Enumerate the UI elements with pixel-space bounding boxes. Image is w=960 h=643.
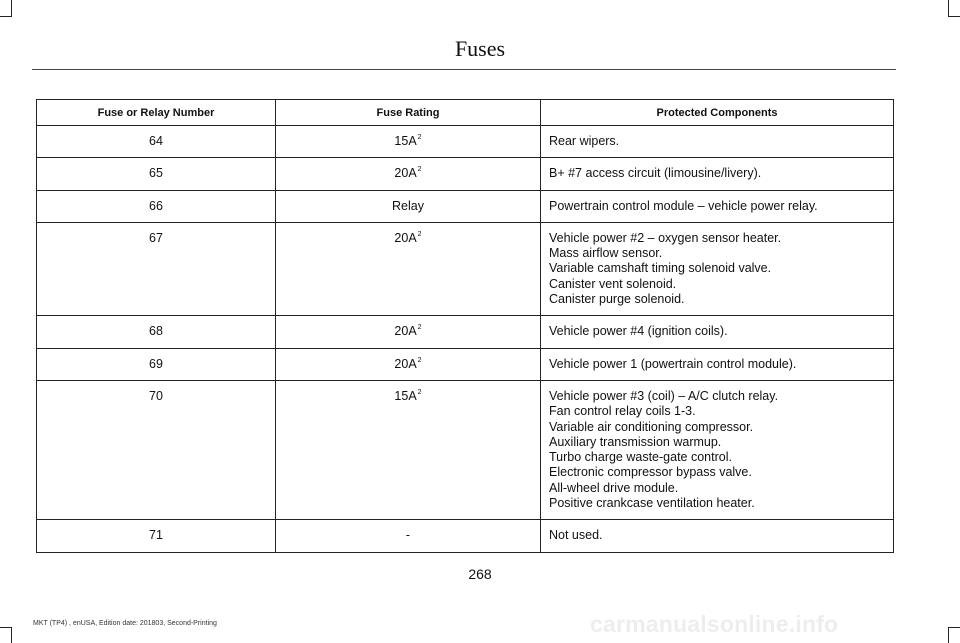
edition-footer: MKT (TP4) , enUSA, Edition date: 201803, Second-Printing — [33, 620, 217, 627]
fuse-number: 65 — [37, 158, 276, 190]
column-header-components: Protected Components — [541, 100, 894, 126]
fuse-rating: 20A — [394, 356, 417, 371]
crop-mark — [948, 627, 960, 628]
component-line: Rear wipers. — [549, 134, 620, 148]
component-line: Positive crankcase ventilation heater. — [549, 496, 755, 511]
table-row — [37, 348, 894, 380]
component-line: Mass airflow sensor. — [549, 246, 663, 261]
component-line: Vehicle power #3 (coil) – A/C clutch relay. — [549, 388, 779, 403]
fuse-rating-cell — [276, 348, 541, 380]
crop-mark — [11, 627, 12, 643]
protected-components — [541, 316, 894, 348]
fuse-rating: 20A — [394, 166, 417, 181]
fuse-rating-cell — [276, 520, 541, 552]
column-header-number: Fuse or Relay Number — [37, 100, 276, 126]
table-row — [37, 520, 894, 552]
component-line: All-wheel drive module. — [549, 480, 679, 495]
fuse-rating: 20A — [394, 230, 417, 245]
footnote-marker: 2 — [417, 388, 422, 396]
fuse-number: 71 — [37, 520, 276, 552]
crop-mark — [11, 0, 12, 16]
fuse-rating-cell — [276, 222, 541, 315]
crop-mark — [948, 16, 960, 17]
table-row — [37, 126, 894, 158]
fuse-number: 67 — [37, 222, 276, 315]
fuse-rating: 15A — [394, 388, 417, 403]
component-line: Canister vent solenoid. — [549, 276, 677, 291]
component-line: Powertrain control module – vehicle power relay. — [549, 198, 818, 213]
fuse-rating-cell — [276, 158, 541, 190]
table-row — [37, 158, 894, 190]
fuse-rating-cell — [276, 190, 541, 222]
component-line: Vehicle power 1 (powertrain control module). — [549, 356, 797, 371]
fuse-number: 68 — [37, 316, 276, 348]
fuse-rating: 20A — [394, 324, 417, 339]
fuse-rating-cell — [276, 316, 541, 348]
watermark: carmanualsonline.info — [590, 611, 839, 637]
table-header-row — [37, 100, 894, 126]
component-line: Auxiliary transmission warmup. — [549, 434, 722, 449]
crop-mark — [948, 0, 949, 16]
protected-components — [541, 222, 894, 315]
crop-mark — [0, 627, 12, 628]
component-line: Turbo charge waste-gate control. — [549, 450, 732, 465]
footnote-marker: 2 — [417, 134, 422, 141]
fuse-rating-cell — [276, 380, 541, 519]
table-row — [37, 316, 894, 348]
protected-components — [541, 520, 894, 552]
footnote-marker: 2 — [417, 166, 422, 174]
component-line: Fan control relay coils 1-3. — [549, 404, 696, 419]
component-line: Not used. — [549, 528, 603, 543]
protected-components — [541, 380, 894, 519]
fuse-table-body — [37, 126, 894, 553]
footnote-marker: 2 — [417, 356, 422, 364]
component-line: B+ #7 access circuit (limousine/livery). — [549, 166, 762, 181]
fuse-rating-cell — [276, 126, 541, 158]
fuse-rating: - — [405, 528, 411, 543]
fuse-table — [36, 99, 894, 553]
fuse-number: 69 — [37, 348, 276, 380]
protected-components — [541, 190, 894, 222]
protected-components — [541, 158, 894, 190]
table-row — [37, 222, 894, 315]
page-number: 268 — [468, 566, 492, 582]
component-line: Vehicle power #4 (ignition coils). — [549, 324, 728, 339]
component-line: Electronic compressor bypass valve. — [549, 465, 752, 480]
component-line: Variable camshaft timing solenoid valve. — [549, 261, 772, 276]
page-title: Fuses — [454, 36, 506, 61]
fuse-number: 70 — [37, 380, 276, 519]
crop-mark — [948, 627, 949, 643]
component-line: Canister purge solenoid. — [549, 292, 685, 307]
protected-components — [541, 126, 894, 158]
footnote-marker: 2 — [417, 324, 422, 332]
table-row — [37, 380, 894, 519]
fuse-rating: 15A — [394, 134, 417, 148]
component-line: Vehicle power #2 – oxygen sensor heater. — [549, 230, 782, 245]
protected-components — [541, 348, 894, 380]
table-row — [37, 190, 894, 222]
header-divider — [32, 69, 896, 70]
fuse-rating: Relay — [392, 198, 424, 213]
crop-mark — [0, 16, 12, 17]
fuse-number: 66 — [37, 190, 276, 222]
footnote-marker: 2 — [417, 230, 422, 238]
component-line: Variable air conditioning compressor. — [549, 419, 754, 434]
fuse-number: 64 — [37, 126, 276, 158]
column-header-rating: Fuse Rating — [276, 100, 541, 126]
